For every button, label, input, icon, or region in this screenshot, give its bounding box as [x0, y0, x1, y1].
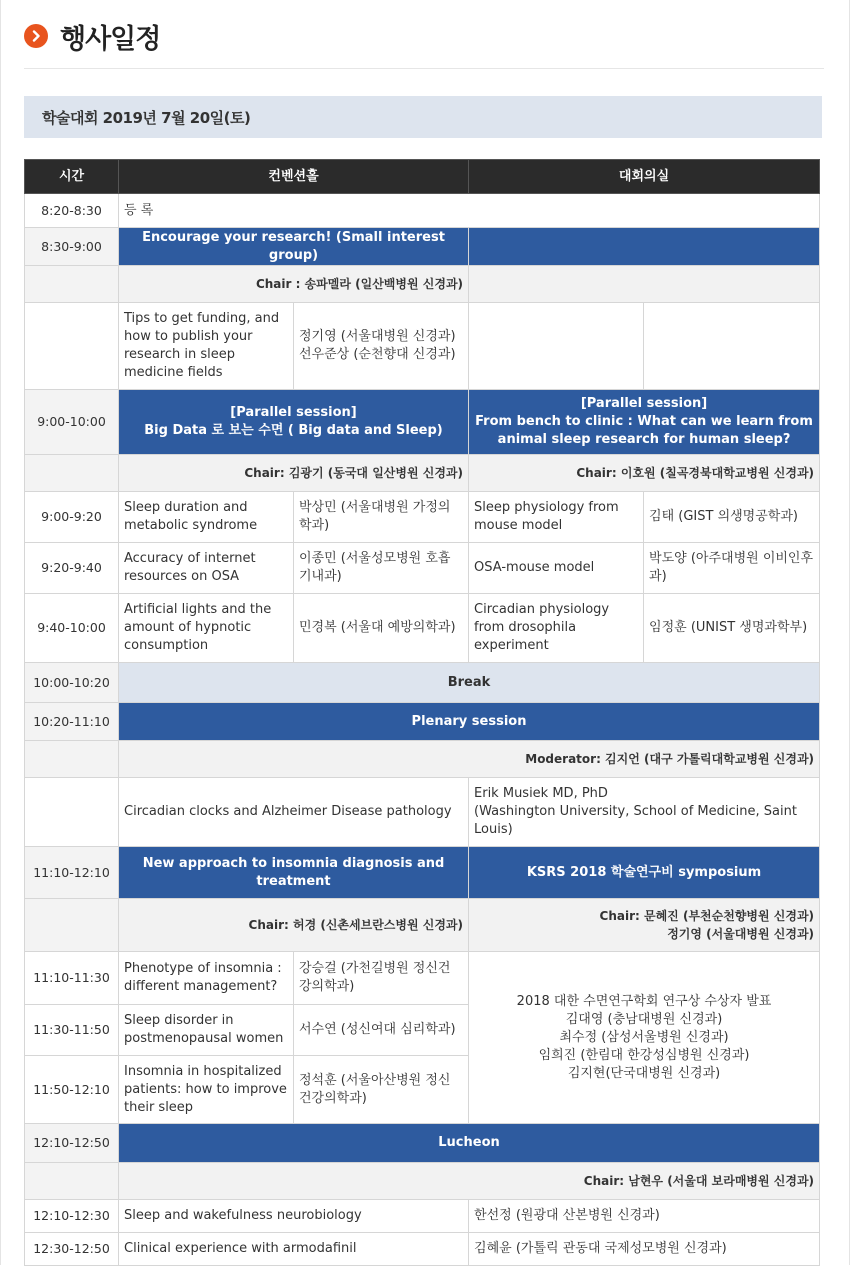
talk-title: Clinical experience with armodafinil	[119, 1233, 469, 1266]
talk-speaker: 정기영 (서울대병원 신경과) 선우준상 (순천향대 신경과)	[294, 303, 469, 390]
talk-speaker: 김태 (GIST 의생명공학과)	[644, 492, 820, 543]
time-cell: 11:10-11:30	[25, 952, 119, 1005]
table-row	[25, 303, 820, 390]
table-row	[25, 194, 820, 228]
chevron-right-icon	[24, 24, 48, 48]
table-row	[25, 455, 820, 492]
chair-info: Chair: 남현우 (서울대 보라매병원 신경과)	[119, 1163, 820, 1200]
empty-cell	[644, 303, 820, 390]
table-row	[25, 741, 820, 778]
table-row	[25, 899, 820, 952]
session-title: Encourage your research! (Small interest group)	[119, 228, 469, 266]
time-cell-empty	[25, 1163, 119, 1200]
table-row	[25, 778, 820, 847]
table-row	[25, 1200, 820, 1233]
talk-speaker: 정석훈 (서울아산병원 정신건강의학과)	[294, 1056, 469, 1124]
time-cell-empty	[25, 778, 119, 847]
table-row	[25, 266, 820, 303]
time-cell: 12:10-12:50	[25, 1124, 119, 1163]
date-banner	[24, 96, 822, 138]
chair-info: Chair : 송파멜라 (일산백병원 신경과)	[119, 266, 469, 303]
time-cell: 9:20-9:40	[25, 543, 119, 594]
title-divider	[24, 68, 824, 69]
lunch-title: Lucheon	[119, 1124, 820, 1163]
time-cell: 10:00-10:20	[25, 663, 119, 703]
time-cell: 11:30-11:50	[25, 1005, 119, 1056]
chair-info: Chair: 김광기 (동국대 일산병원 신경과)	[119, 455, 469, 492]
talk-speaker: 김혜윤 (가톨릭 관동대 국제성모병원 신경과)	[469, 1233, 820, 1266]
session-title-empty	[469, 228, 820, 266]
table-row	[25, 492, 820, 543]
time-cell: 12:10-12:30	[25, 1200, 119, 1233]
table-row	[25, 594, 820, 663]
talk-speaker: 이종민 (서울성모병원 호흡기내과)	[294, 543, 469, 594]
date-heading: 학술대회 2019년 7월 20일(토)	[42, 108, 251, 127]
time-cell: 11:50-12:10	[25, 1056, 119, 1124]
chair-info: Chair: 이호원 (칠곡경북대학교병원 신경과)	[469, 455, 820, 492]
page-title: 행사일정	[60, 23, 161, 55]
talk-title: Insomnia in hospitalized patients: how to improve their sleep	[119, 1056, 294, 1124]
time-cell: 12:30-12:50	[25, 1233, 119, 1266]
time-cell: 9:00-10:00	[25, 390, 119, 455]
moderator-info: Moderator: 김지언 (대구 가톨릭대학교병원 신경과)	[119, 741, 820, 778]
talk-speaker: 강승걸 (가천길병원 정신건강의학과)	[294, 952, 469, 1005]
time-cell: 9:00-9:20	[25, 492, 119, 543]
column-header-time: 시간	[25, 160, 119, 194]
break-label: Break	[119, 663, 820, 703]
chair-info: Chair: 허경 (신촌세브란스병원 신경과)	[119, 899, 469, 952]
time-cell: 9:40-10:00	[25, 594, 119, 663]
table-row	[25, 1163, 820, 1200]
talk-title: Tips to get funding, and how to publish your research in sleep medicine fields	[119, 303, 294, 390]
talk-title: Circadian physiology from drosophila experiment	[469, 594, 644, 663]
talk-speaker: 박도양 (아주대병원 이비인후과)	[644, 543, 820, 594]
talk-speaker: Erik Musiek MD, PhD (Washington University, School of Medicine, Saint Louis)	[469, 778, 820, 847]
time-cell: 10:20-11:10	[25, 703, 119, 741]
time-cell: 11:10-12:10	[25, 847, 119, 899]
talk-speaker: 서수연 (성신여대 심리학과)	[294, 1005, 469, 1056]
table-row	[25, 228, 820, 266]
column-header-convention-hall: 컨벤션홀	[119, 160, 469, 194]
table-row	[25, 1124, 820, 1163]
parallel-session-title-right: [Parallel session] From bench to clinic : What can we learn from animal sleep research for human sleep?	[469, 390, 820, 455]
plenary-title: Plenary session	[119, 703, 820, 741]
parallel-session-title-left: [Parallel session] Big Data 로 보는 수면 ( Big data and Sleep)	[119, 390, 469, 455]
talk-title: Sleep disorder in postmenopausal women	[119, 1005, 294, 1056]
time-cell-empty	[25, 741, 119, 778]
award-presentation: 2018 대한 수면연구학회 연구상 수상자 발표 김대영 (충남대병원 신경과) 최수정 (삼성서울병원 신경과) 임희진 (한림대 한강성심병원 신경과) 김지현(단국대병원 신경과)	[469, 952, 820, 1124]
talk-title: Artificial lights and the amount of hypnotic consumption	[119, 594, 294, 663]
time-cell-empty	[25, 455, 119, 492]
talk-title: Sleep duration and metabolic syndrome	[119, 492, 294, 543]
page-header	[24, 18, 160, 54]
registration-label: 등 록	[119, 194, 820, 228]
session-title-right: KSRS 2018 학술연구비 symposium	[469, 847, 820, 899]
session-title-left: New approach to insomnia diagnosis and treatment	[119, 847, 469, 899]
talk-title: OSA-mouse model	[469, 543, 644, 594]
time-cell: 8:30-9:00	[25, 228, 119, 266]
schedule-table	[24, 159, 820, 1266]
talk-speaker: 임정훈 (UNIST 생명과학부)	[644, 594, 820, 663]
column-header-conference-room: 대회의실	[469, 160, 820, 194]
time-cell-empty	[25, 899, 119, 952]
time-cell-empty	[25, 266, 119, 303]
talk-speaker: 박상민 (서울대병원 가정의학과)	[294, 492, 469, 543]
empty-cell	[469, 303, 644, 390]
talk-title: Accuracy of internet resources on OSA	[119, 543, 294, 594]
talk-speaker: 한선정 (원광대 산본병원 신경과)	[469, 1200, 820, 1233]
table-row	[25, 703, 820, 741]
table-row	[25, 390, 820, 455]
time-cell: 8:20-8:30	[25, 194, 119, 228]
talk-title: Sleep and wakefulness neurobiology	[119, 1200, 469, 1233]
table-row	[25, 952, 820, 1005]
chair-info-empty	[469, 266, 820, 303]
table-row	[25, 543, 820, 594]
talk-title: Circadian clocks and Alzheimer Disease pathology	[119, 778, 469, 847]
talk-speaker: 민경복 (서울대 예방의학과)	[294, 594, 469, 663]
talk-title: Phenotype of insomnia : different management?	[119, 952, 294, 1005]
chair-info: Chair: 문혜진 (부천순천향병원 신경과) 정기영 (서울대병원 신경과)	[469, 899, 820, 952]
table-row	[25, 847, 820, 899]
talk-title: Sleep physiology from mouse model	[469, 492, 644, 543]
time-cell-empty	[25, 303, 119, 390]
table-row	[25, 1233, 820, 1266]
table-row	[25, 663, 820, 703]
table-header-row	[25, 160, 820, 194]
